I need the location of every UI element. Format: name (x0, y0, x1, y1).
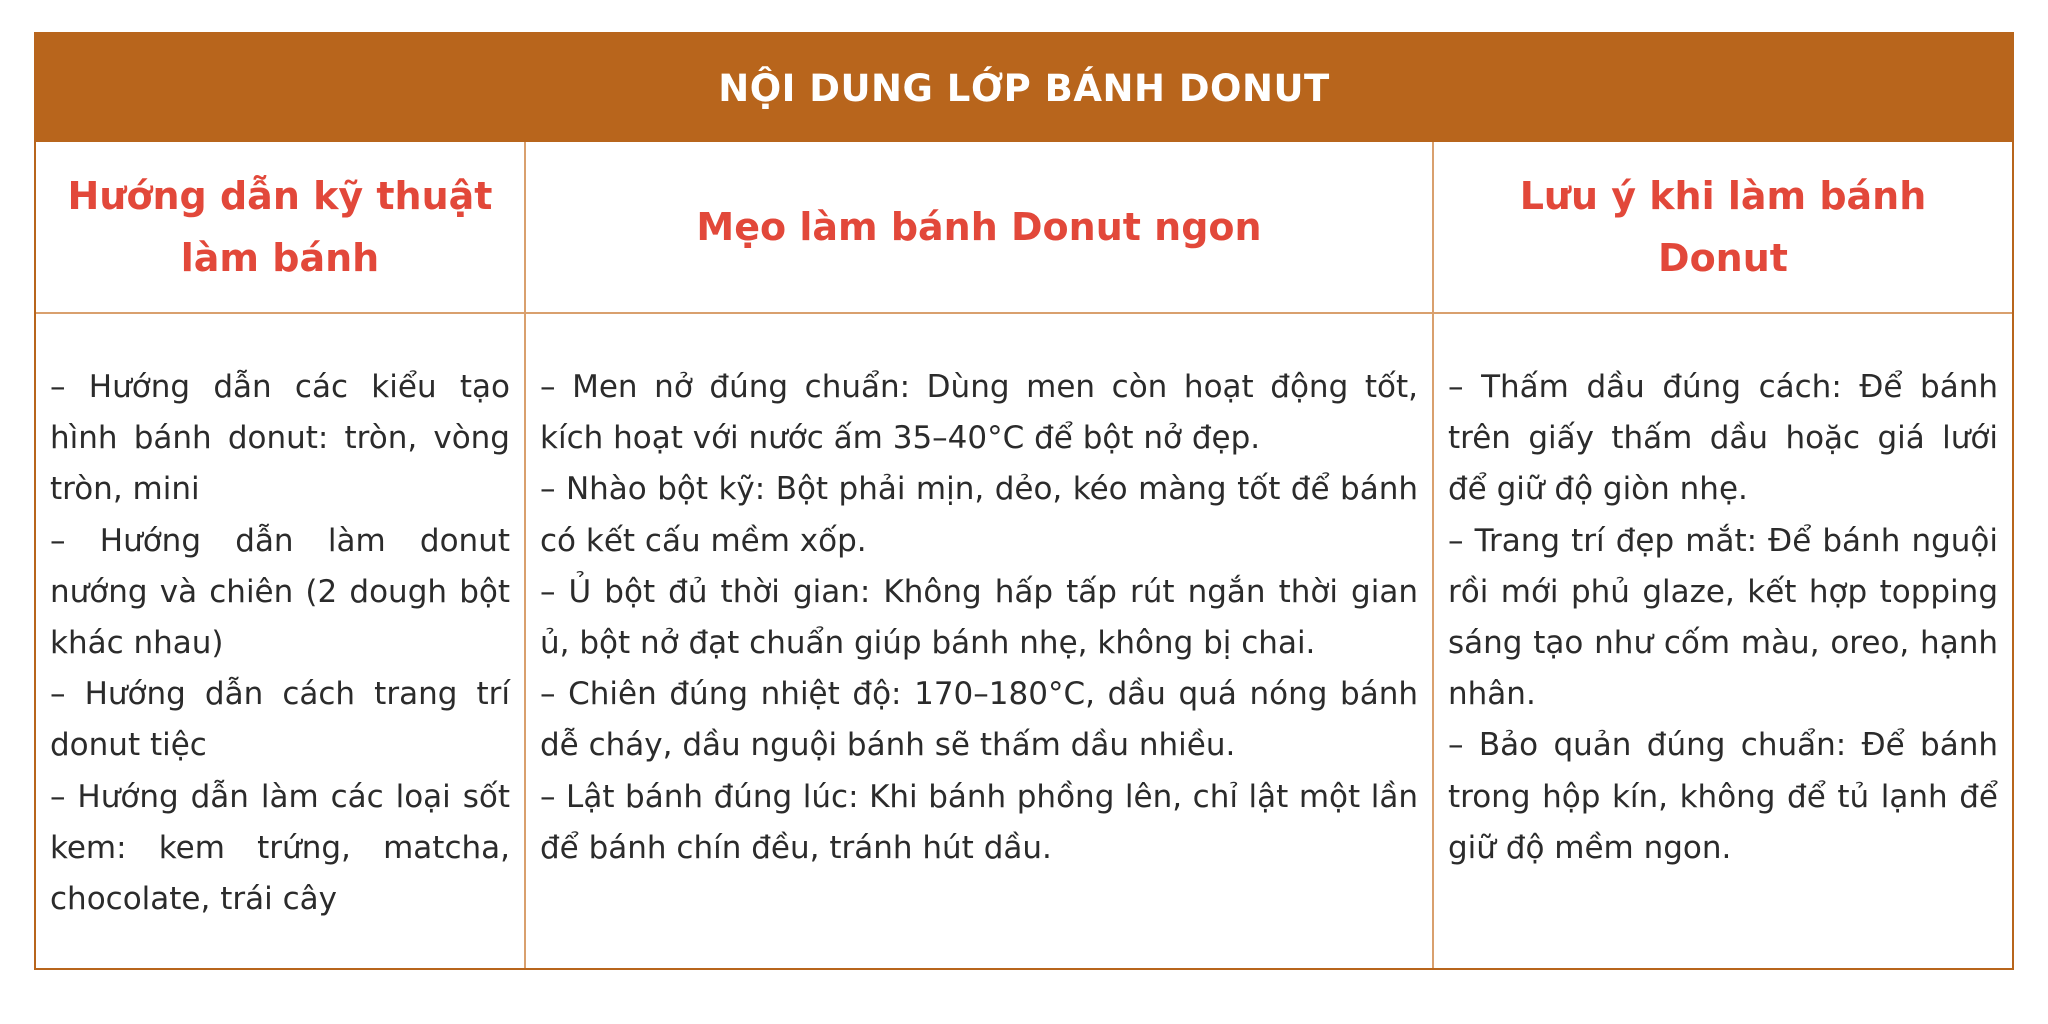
list-item: – Lật bánh đúng lúc: Khi bánh phồng lên, chỉ lật một lần để bánh chín đều, tránh hút dầu. (540, 778, 1418, 866)
column-header-techniques: Hướng dẫn kỹ thuật làm bánh (36, 142, 524, 314)
column-body-tips (524, 314, 1434, 968)
table-title: NỘI DUNG LỚP BÁNH DONUT (36, 34, 2012, 142)
list-item: – Nhào bột kỹ: Bột phải mịn, dẻo, kéo màng tốt để bánh có kết cấu mềm xốp. (540, 471, 1418, 559)
column-body-notes (1434, 314, 2012, 968)
column-header-tips: Mẹo làm bánh Donut ngon (524, 142, 1434, 314)
list-item: – Thấm dầu đúng cách: Để bánh trên giấy thấm dầu hoặc giá lưới để giữ độ giòn nhẹ. (1448, 369, 1998, 508)
list-item: – Trang trí đẹp mắt: Để bánh nguội rồi mới phủ glaze, kết hợp topping sáng tạo như cốm màu, oreo, hạnh nhân. (1448, 522, 1998, 713)
list-item: – Hướng dẫn làm các loại sốt kem: kem trứng, matcha, chocolate, trái cây (50, 778, 510, 918)
list-item: – Chiên đúng nhiệt độ: 170–180°C, dầu quá nóng bánh dễ cháy, dầu nguội bánh sẽ thấm dầu nhiều. (540, 676, 1418, 764)
list-item: – Hướng dẫn cách trang trí donut tiệc (50, 676, 510, 764)
list-item: – Hướng dẫn các kiểu tạo hình bánh donut: tròn, vòng tròn, mini (50, 369, 510, 508)
column-header-notes: Lưu ý khi làm bánh Donut (1434, 142, 2012, 314)
course-content-table (34, 32, 2014, 970)
list-item: – Hướng dẫn làm donut nướng và chiên (2 dough bột khác nhau) (50, 522, 510, 662)
list-item: – Bảo quản đúng chuẩn: Để bánh trong hộp kín, không để tủ lạnh để giữ độ mềm ngon. (1448, 727, 1998, 866)
column-body-techniques (36, 314, 524, 968)
list-item: – Men nở đúng chuẩn: Dùng men còn hoạt động tốt, kích hoạt với nước ấm 35–40°C để bột nở đẹp. (540, 369, 1418, 457)
list-item: – Ủ bột đủ thời gian: Không hấp tấp rút ngắn thời gian ủ, bột nở đạt chuẩn giúp bánh nhẹ, không bị chai. (540, 573, 1418, 662)
